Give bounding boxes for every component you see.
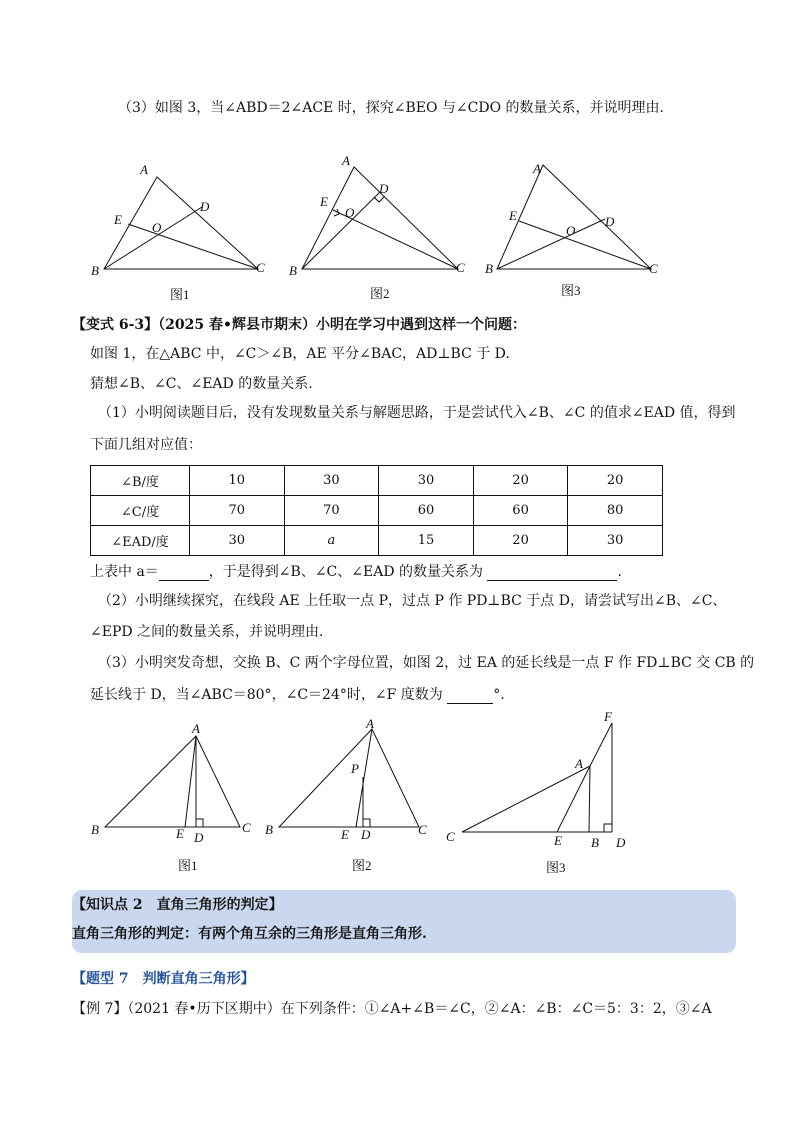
right-angle-mark [363,819,370,827]
label-o: O [152,220,162,235]
label-c: C [456,260,465,275]
figure-caption: 图3 [561,283,581,298]
answer-blank-a [159,562,209,581]
figure-row1-fig2 [288,150,478,305]
label-a: A [575,756,583,771]
label-e: E [176,826,184,841]
figure-caption: 图1 [178,858,198,873]
table-row: ∠C/度 70 70 60 60 80 [91,496,663,526]
label-e: E [554,833,562,848]
table-row: ∠B/度 10 30 30 20 20 [91,466,663,496]
right-angle-mark [196,819,203,827]
triangle-abc [462,766,590,832]
label-b: B [289,263,297,278]
segment-bd [497,219,605,269]
variant-question-3-line-2: 延长线于 D，当∠ABC＝80°，∠C＝24°时，∠F 度数为 °. [90,687,505,703]
label-d: D [616,835,626,850]
figure-row2-fig1 [88,718,268,878]
label-e: E [509,208,517,223]
label-c: C [649,261,658,276]
question-3-text: （3）如图 3，当∠ABD＝2∠ACE 时，探究∠BEO 与∠CDO 的数量关系，并说明理由. [118,100,664,116]
label-d: D [361,827,371,842]
label-e: E [341,827,349,842]
variant-paragraph-2: 猜想∠B、∠C、∠EAD 的数量关系. [90,376,313,392]
variant-paragraph-1: 如图 1，在△ABC 中，∠C＞∠B，AE 平分∠BAC，AD⊥BC 于 D. [90,346,510,362]
label-e: E [114,212,122,227]
answer-blank-relation [487,562,617,581]
label-o: O [345,205,355,220]
segment-bd [302,192,380,269]
label-a: A [533,161,541,176]
variant-question-2-line-1: （2）小明继续探究，在线段 AE 上任取一点 P，过点 P 作 PD⊥BC 于点 D，请尝试写出∠B、∠C、 [98,593,727,609]
figure-caption: 图1 [170,287,190,302]
segment-ae [557,766,590,832]
label-o: O [566,223,576,238]
label-a: A [192,721,200,736]
label-b: B [91,263,99,278]
label-b: B [485,261,493,276]
table-followup-line: 上表中 a＝ ，于是得到∠B、∠C、∠EAD 的数量关系为 . [90,564,622,580]
label-c: C [256,260,265,275]
example-7-text: 【例 7】（2021 春•历下区期中）在下列条件：①∠A+∠B＝∠C，②∠A：∠B：∠C＝5：3：2，③∠A [72,1001,712,1017]
segment-fa [590,723,612,766]
triangle-abc [104,177,258,269]
label-a: A [366,716,374,731]
figure-caption: 图2 [370,286,390,301]
variant-question-1-line-1: （1）小明阅读题目后，没有发现数量关系与解题思路，于是尝试代入∠B、∠C 的值求∠EAD 值，得到 [98,405,736,421]
label-b: B [591,835,599,850]
label-c: C [242,820,251,835]
knowledge-point-body: 直角三角形的判定：有两个角互余的三角形是直角三角形. [72,926,427,942]
label-b: B [91,822,99,837]
right-angle-mark-d [374,197,384,202]
label-a: A [140,162,148,177]
figure-caption: 图3 [546,860,566,875]
label-d: D [194,830,204,845]
label-d: D [200,199,210,214]
knowledge-point-title: 【知识点 2 直角三角形的判定】 [72,897,283,913]
figure-row1-fig1 [90,155,280,305]
variant-question-2-line-2: ∠EPD 之间的数量关系，并说明理由. [90,624,324,640]
answer-blank-f [447,685,493,704]
variant-question-1-line-2: 下面几组对应值： [90,437,202,453]
label-c: C [418,822,427,837]
table-row: ∠EAD/度 30 a 15 20 30 [91,526,663,556]
variant-question-3-line-1: （3）小明突发奇想，交换 B、C 两个字母位置，如图 2，过 EA 的延长线是一点 F 作 FD⊥BC 交 CB 的 [98,655,755,671]
segment-ce [128,224,258,269]
label-f: F [604,709,612,724]
label-p: P [351,761,359,776]
label-e: E [320,194,328,209]
triangle-abc [105,736,240,827]
figure-caption: 图2 [352,858,372,873]
value-table [90,465,663,556]
figure-row2-fig2 [262,715,442,878]
type-7-heading: 【题型 7 判断直角三角形】 [72,971,255,987]
figure-row1-fig3 [485,155,675,305]
figure-row2-fig3 [440,708,640,878]
label-b: B [265,822,273,837]
variant-heading: 【变式 6-3】（2025 春•辉县市期末）小明在学习中遇到这样一个问题： [72,317,526,333]
label-d: D [379,181,389,196]
triangle-abc [279,729,419,827]
right-angle-mark-e [334,209,339,216]
triangle-abc [497,165,651,269]
segment-ae [185,736,196,827]
label-c: C [446,829,455,844]
label-d: D [605,214,615,229]
label-a: A [342,153,350,168]
right-angle-mark [604,824,612,832]
